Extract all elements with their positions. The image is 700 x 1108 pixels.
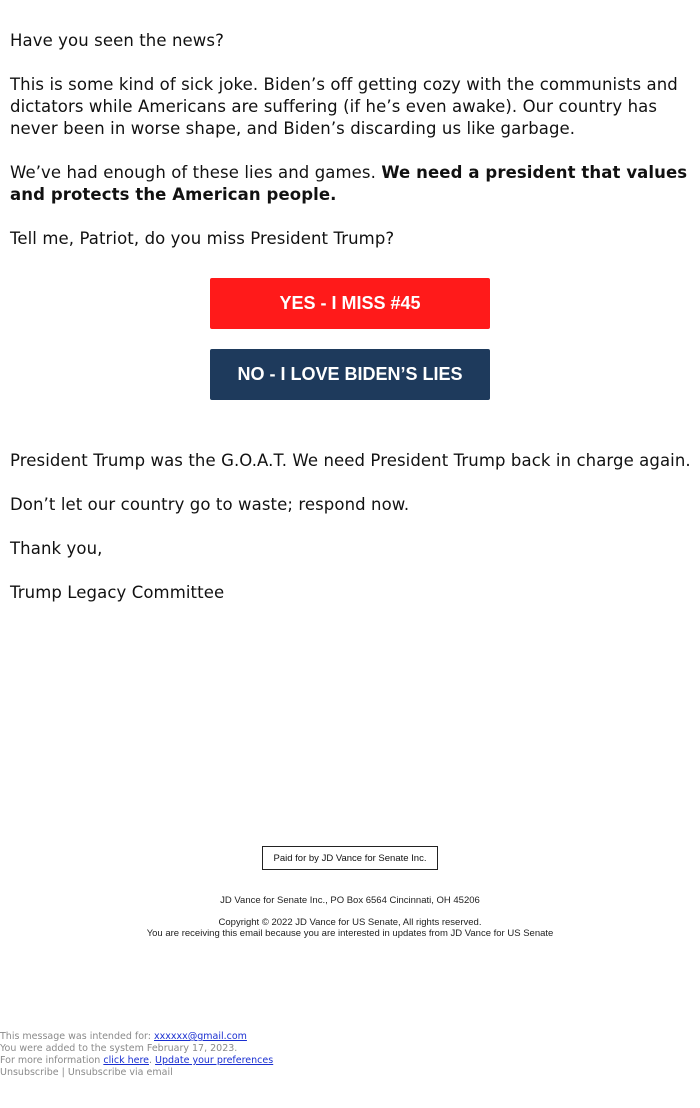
paid-for-disclaimer (262, 846, 438, 870)
intended-email-link[interactable]: xxxxxx@gmail.com (154, 1031, 247, 1042)
unsubscribe-line (0, 1067, 273, 1079)
paragraph-bold-text: We need a president that values and protects the American people. (10, 163, 688, 204)
email-body (10, 30, 692, 272)
signature-text: Trump Legacy Committee (10, 583, 225, 602)
tracking-footer (0, 1031, 273, 1079)
added-text: You were added to the system February 17, 2023. (0, 1043, 238, 1054)
update-preferences-link[interactable]: Update your preferences (155, 1055, 274, 1066)
intended-line (0, 1031, 273, 1043)
copyright-text: Copyright © 2022 JD Vance for US Senate, All rights reserved. (218, 917, 482, 928)
pipe-separator: | (58, 1067, 68, 1078)
intended-label: This message was intended for: (0, 1031, 154, 1042)
receiving-text: You are receiving this email because you are interested in updates from JD Vance for US Senate (146, 928, 554, 939)
unsubscribe-link[interactable]: Unsubscribe (0, 1067, 59, 1078)
paragraph-text (10, 162, 692, 206)
footer-copyright-block (0, 917, 700, 939)
greeting-text: Have you seen the news? (10, 31, 224, 50)
paragraph-plain-text: We’ve had enough of these lies and games. (10, 163, 376, 182)
click-here-link[interactable]: click here (103, 1055, 149, 1066)
unsubscribe-email-link[interactable]: Unsubscribe via email (67, 1067, 173, 1078)
footer-address: JD Vance for Senate Inc., PO Box 6564 Cincinnati, OH 45206 (220, 895, 480, 906)
no-button[interactable]: NO - I LOVE BIDEN’S LIES (210, 349, 490, 400)
closing-text: Don’t let our country go to waste; respond now. (10, 495, 410, 514)
separator-text: . (149, 1055, 156, 1066)
yes-button[interactable]: YES - I MISS #45 (210, 278, 490, 329)
thanks-text: Thank you, (10, 539, 103, 558)
closing-text: President Trump was the G.O.A.T. We need President Trump back in charge again. (10, 451, 691, 470)
more-info-line (0, 1055, 273, 1067)
question-text: Tell me, Patriot, do you miss President Trump? (10, 229, 395, 248)
paragraph-text: This is some kind of sick joke. Biden’s off getting cozy with the communists and dictators while Americans are suffering (if he’s even awake). Our country has never been in worse shape, and Biden’s discarding us like garbage. (10, 75, 678, 138)
paid-for-text: Paid for by JD Vance for Senate Inc. (273, 852, 427, 864)
closing-section (10, 450, 692, 626)
more-info-label: For more information (0, 1055, 104, 1066)
